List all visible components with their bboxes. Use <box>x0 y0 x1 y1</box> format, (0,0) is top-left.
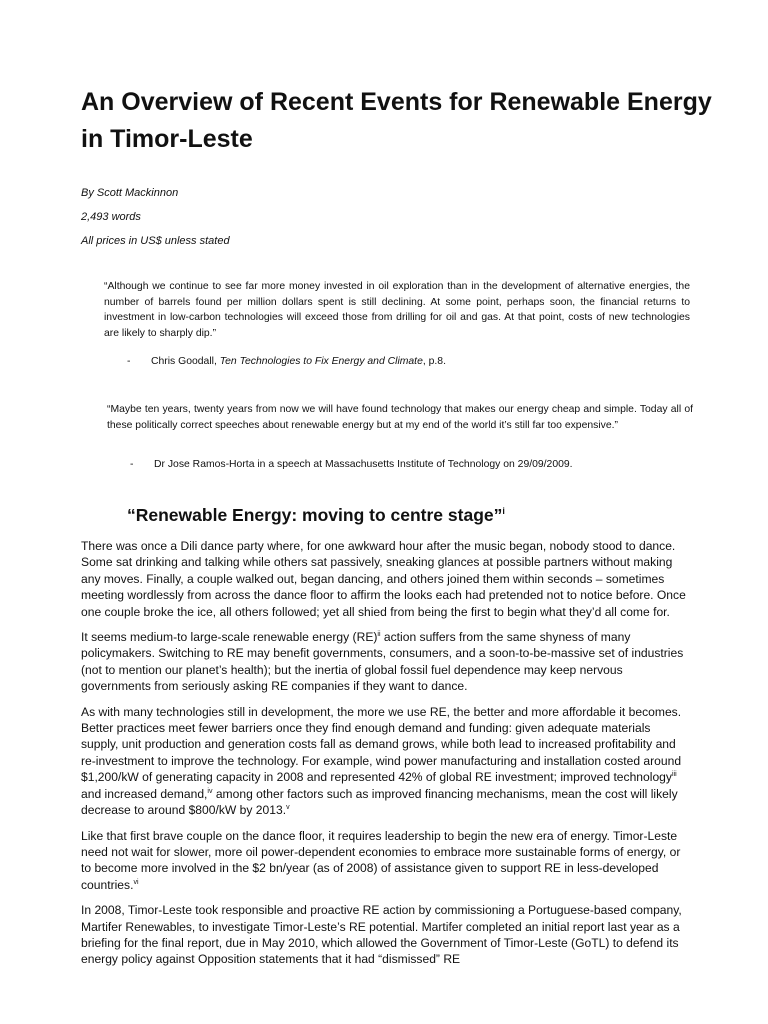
attribution-dash: - <box>130 459 134 470</box>
paragraph-text: among other factors such as improved financing mechanisms, mean the cost will likely decrease to around $800/kW by 2013. <box>81 786 678 818</box>
endnote-marker: iii <box>671 771 677 779</box>
endnote-marker: i <box>502 506 505 517</box>
paragraph-4 <box>81 828 687 894</box>
currency-note: All prices in US$ unless stated <box>81 235 230 247</box>
paragraph-1: There was once a Dili dance party where, for one awkward hour after the music began, nobody stood to dance. Some sat drinking and talking while others sat passively, sneaking glances at possible partners without making any moves. Finally, a couple walked out, began dancing, and others joined them within seconds – sometimes meeting wordlessly from across the dance floor to affirm the looks each had pretended not to notice before. Once one couple broke the ice, all others followed; yet all shied from being the first to begin what they’d all come for. <box>81 539 686 619</box>
endnote-marker: v <box>286 804 290 812</box>
endnote-marker: ii <box>377 631 381 638</box>
attribution-author: Chris Goodall, <box>151 356 220 367</box>
endnote-marker: iv <box>207 787 213 795</box>
paragraph-2 <box>81 629 687 695</box>
epigraph-attribution-1 <box>127 354 446 369</box>
attribution-page: , p.8. <box>422 356 446 367</box>
paragraph-text: As with many technologies still in development, the more we use RE, the better and more affordable it becomes. Better practices meet fewer barriers once they find enough demand and funding: given adequate materials supply, unit production and generation costs fall as demand grows, while both lead to increased profitability and re-investment to improve the technology. For example, wind power manufacturing and installation costed around $1,200/kW of generating capacity in 2008 and represented 42% of global RE investment; improved technology <box>81 704 682 785</box>
epigraph-attribution-2 <box>130 457 573 472</box>
section-heading <box>127 505 505 526</box>
paragraph-5: In 2008, Timor-Leste took responsible and proactive RE action by commissioning a Portuguese-based company, Martifer Renewables, to investigate Timor-Leste’s RE potential. Martifer completed an initial report last year as a briefing for the final report, due in May 2010, which allowed the Government of Timor-Leste (GoTL) to defend its energy policy against Opposition statements that it had “dismissed” RE <box>81 903 682 967</box>
paragraph-text: It seems medium-to large-scale renewable energy (RE) <box>81 630 378 645</box>
endnote-marker: vi <box>133 878 139 886</box>
attribution-work-title: Ten Technologies to Fix Energy and Climate <box>219 356 423 367</box>
paragraph-text: action suffers from the same shyness of many policymakers. Switching to RE may benefit governments, consumers, and a soon-to-be-massive set of industries (not to mention our planet’s health); but the inertia of global fossil fuel dependence may keep nervous governments from seriously asking RE companies if they want to dance. <box>81 630 684 694</box>
paragraph-text: and increased demand, <box>81 786 208 801</box>
epigraph-quote-2: “Maybe ten years, twenty years from now we will have found technology that makes our energy cheap and simple. Today all of these politically correct speeches about renewable energy but at my end of the world it’s still far too expensive.” <box>107 404 693 431</box>
document-title: An Overview of Recent Events for Renewable Energy in Timor-Leste <box>81 88 712 153</box>
section-heading-text: “Renewable Energy: moving to centre stage” <box>127 505 503 525</box>
author-byline: By Scott Mackinnon <box>81 187 179 199</box>
paragraph-text: Like that first brave couple on the dance floor, it requires leadership to begin the new era of energy. Timor-Leste need not wait for slower, more oil power-dependent economies to embrace more sustainable forms of energy, or to become more involved in the $2 bn/year (as of 2008) of assistance given to support RE in less-developed countries. <box>81 828 681 892</box>
attribution-dash: - <box>127 356 131 367</box>
article-body <box>81 538 687 977</box>
word-count: 2,493 words <box>81 211 141 223</box>
epigraph-quote-1: “Although we continue to see far more money invested in oil exploration than in the development of alternative energies, the number of barrels found per million dollars spent is still declining. At some point, perhaps soon, the financial returns to investment in low-carbon technologies will exceed those from drilling for oil and gas. At that point, costs of new technologies are likely to sharply dip.” <box>104 281 690 339</box>
attribution-text: Dr Jose Ramos-Horta in a speech at Massachusetts Institute of Technology on 29/09/2009. <box>154 459 573 470</box>
paragraph-3 <box>81 704 687 819</box>
